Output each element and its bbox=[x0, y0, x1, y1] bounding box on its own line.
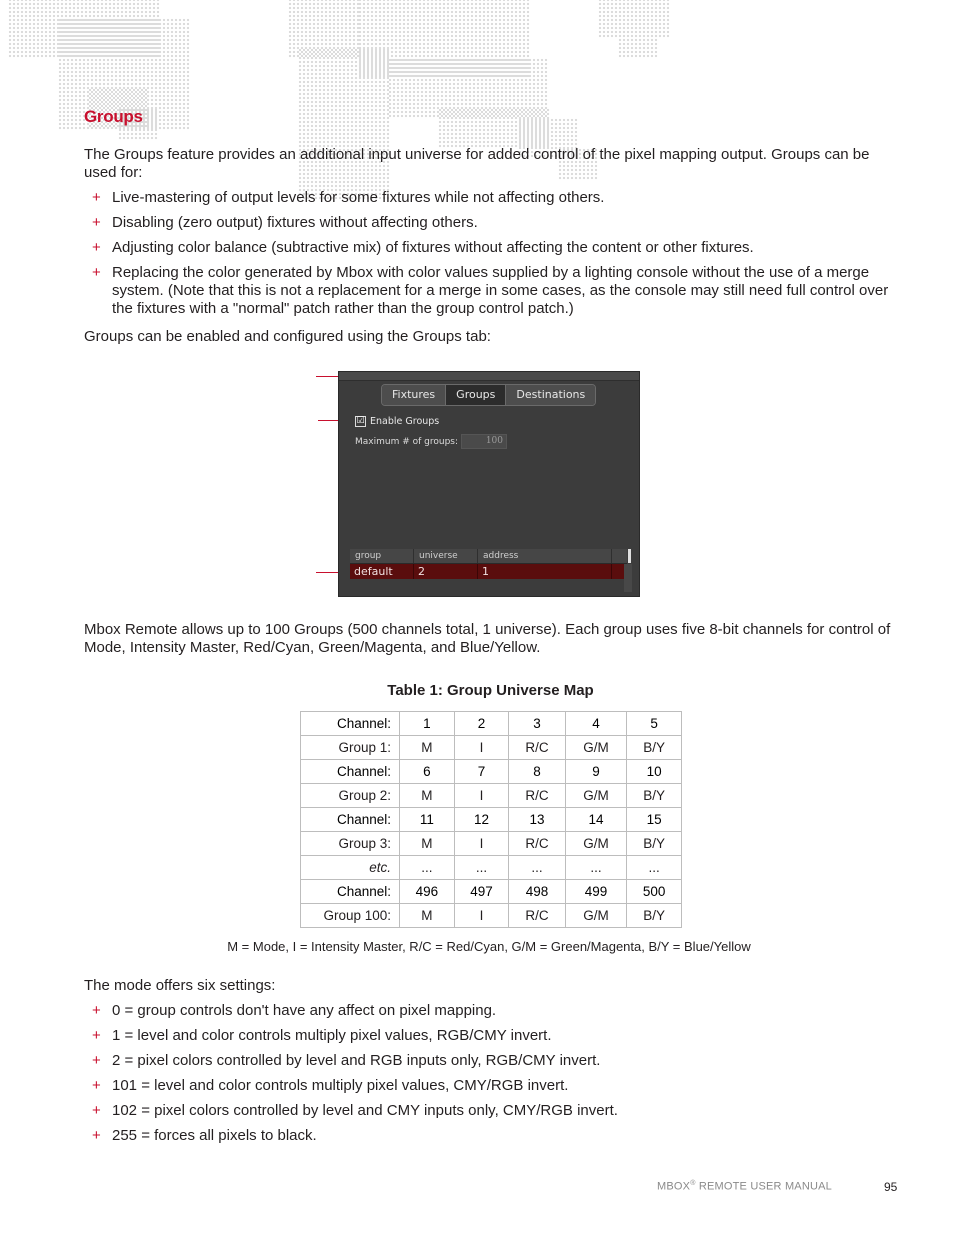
cell-group[interactable]: default bbox=[350, 564, 414, 579]
table-cell: G/M bbox=[565, 736, 627, 760]
table-cell: 15 bbox=[627, 808, 682, 832]
table-cell: I bbox=[454, 832, 509, 856]
table-cell: I bbox=[454, 784, 509, 808]
table-cell: M bbox=[400, 904, 455, 928]
enable-groups-label: Enable Groups bbox=[370, 416, 440, 427]
table-cell: 6 bbox=[400, 760, 455, 784]
scrollbar-thumb[interactable] bbox=[628, 549, 631, 563]
table-cell: G/M bbox=[565, 832, 627, 856]
list-item: + 255 = forces all pixels to black. bbox=[92, 1127, 317, 1144]
table-cell: M bbox=[400, 832, 455, 856]
table-cell: 11 bbox=[400, 808, 455, 832]
mode-intro: The mode offers six settings: bbox=[84, 977, 276, 994]
table-legend: M = Mode, I = Intensity Master, R/C = Red/Cyan, G/M = Green/Magenta, B/Y = Blue/Yellow bbox=[227, 939, 751, 954]
max-groups-input[interactable]: 100 bbox=[461, 434, 507, 449]
modes-list bbox=[84, 1002, 894, 1152]
table-cell: R/C bbox=[509, 736, 565, 760]
row-label: Channel: bbox=[301, 880, 400, 904]
list-item: + Replacing the color generated by Mbox with color values supplied by a lighting console without the use of a merge system. (Note that this is not a replacement for a merge in some cases, as the console may still need full control over the fixtures with a "normal" patch rather than the group control patch.) bbox=[92, 264, 889, 317]
tab-bar bbox=[381, 384, 596, 406]
cell-universe[interactable]: 2 bbox=[414, 564, 478, 579]
groups-grid bbox=[350, 549, 627, 579]
table-cell: I bbox=[454, 904, 509, 928]
row-label: Group 100: bbox=[301, 904, 400, 928]
table-cell: 2 bbox=[454, 712, 509, 736]
table-cell: ... bbox=[454, 856, 509, 880]
row-label: Channel: bbox=[301, 760, 400, 784]
table-cell: B/Y bbox=[627, 832, 682, 856]
plus-icon: + bbox=[92, 1077, 101, 1094]
table-cell: 5 bbox=[627, 712, 682, 736]
table-cell: R/C bbox=[509, 784, 565, 808]
table-cell: 498 bbox=[509, 880, 565, 904]
table-cell: R/C bbox=[509, 832, 565, 856]
table-row bbox=[301, 736, 682, 760]
table-cell: 497 bbox=[454, 880, 509, 904]
table-cell: 8 bbox=[509, 760, 565, 784]
plus-icon: + bbox=[92, 214, 101, 231]
table-cell: ... bbox=[400, 856, 455, 880]
table-cell: B/Y bbox=[627, 904, 682, 928]
table-cell: 7 bbox=[454, 760, 509, 784]
plus-icon: + bbox=[92, 1002, 101, 1019]
checkbox-icon[interactable]: ☑ bbox=[356, 416, 365, 426]
table-cell: M bbox=[400, 736, 455, 760]
list-item: + 1 = level and color controls multiply pixel values, RGB/CMY invert. bbox=[92, 1027, 552, 1044]
scrollbar-track[interactable] bbox=[624, 564, 632, 592]
row-label: Channel: bbox=[301, 712, 400, 736]
table-cell: 3 bbox=[509, 712, 565, 736]
list-item: + Adjusting color balance (subtractive mix) of fixtures without affecting the content or other fixtures. bbox=[92, 239, 754, 256]
list-item: + Live-mastering of output levels for some fixtures while not affecting others. bbox=[92, 189, 605, 206]
row-label: Channel: bbox=[301, 808, 400, 832]
plus-icon: + bbox=[92, 1127, 101, 1144]
row-label: Group 2: bbox=[301, 784, 400, 808]
table-row[interactable] bbox=[350, 564, 627, 579]
list-item: + Disabling (zero output) fixtures without affecting others. bbox=[92, 214, 478, 231]
tab-groups[interactable]: Groups bbox=[446, 385, 506, 405]
table-caption: Table 1: Group Universe Map bbox=[387, 682, 594, 699]
intro-paragraph: The Groups feature provides an additional input universe for added control of the pixel mapping output. Groups can be used for: bbox=[84, 146, 870, 181]
enable-paragraph: Groups can be enabled and configured using the Groups tab: bbox=[84, 328, 491, 345]
table-row bbox=[301, 712, 682, 736]
table-cell: ... bbox=[627, 856, 682, 880]
table-row bbox=[301, 832, 682, 856]
table-cell: 496 bbox=[400, 880, 455, 904]
capacity-paragraph: Mbox Remote allows up to 100 Groups (500 channels total, 1 universe). Each group uses five 8-bit channels for control of Mode, Intensity Master, Red/Cyan, Green/Magenta, and Blue/Yellow. bbox=[84, 621, 891, 656]
table-cell: R/C bbox=[509, 904, 565, 928]
table-cell: 500 bbox=[627, 880, 682, 904]
list-item: + 102 = pixel colors controlled by level and CMY inputs only, CMY/RGB invert. bbox=[92, 1102, 618, 1119]
cell-address[interactable]: 1 bbox=[478, 564, 612, 579]
table-cell: G/M bbox=[565, 904, 627, 928]
table-cell: ... bbox=[509, 856, 565, 880]
footer-manual-title: MBOX® REMOTE USER MANUAL bbox=[657, 1180, 832, 1193]
table-cell: 9 bbox=[565, 760, 627, 784]
table-row bbox=[301, 808, 682, 832]
table-cell: I bbox=[454, 736, 509, 760]
table-cell: 13 bbox=[509, 808, 565, 832]
group-universe-table bbox=[300, 711, 682, 928]
table-cell: M bbox=[400, 784, 455, 808]
plus-icon: + bbox=[92, 1102, 101, 1119]
plus-icon: + bbox=[92, 1052, 101, 1069]
list-item: + 2 = pixel colors controlled by level and RGB inputs only, RGB/CMY invert. bbox=[92, 1052, 601, 1069]
grid-header bbox=[350, 549, 627, 564]
plus-icon: + bbox=[92, 1027, 101, 1044]
table-cell: 12 bbox=[454, 808, 509, 832]
table-row bbox=[301, 856, 682, 880]
page-number: 95 bbox=[884, 1180, 898, 1194]
table-cell: 1 bbox=[400, 712, 455, 736]
column-header-group[interactable]: group bbox=[350, 549, 414, 563]
column-header-universe[interactable]: universe bbox=[414, 549, 478, 563]
groups-tab-screenshot bbox=[338, 371, 640, 597]
table-cell: ... bbox=[565, 856, 627, 880]
table-cell: 10 bbox=[627, 760, 682, 784]
table-cell: B/Y bbox=[627, 736, 682, 760]
table-row bbox=[301, 760, 682, 784]
table-cell: G/M bbox=[565, 784, 627, 808]
table-cell: 499 bbox=[565, 880, 627, 904]
table-cell: 4 bbox=[565, 712, 627, 736]
row-label: etc. bbox=[301, 856, 400, 880]
tab-destinations[interactable]: Destinations bbox=[506, 385, 595, 405]
plus-icon: + bbox=[92, 264, 101, 281]
table-cell: 14 bbox=[565, 808, 627, 832]
max-groups-label: Maximum # of groups: bbox=[355, 437, 459, 447]
row-label: Group 3: bbox=[301, 832, 400, 856]
section-title: Groups bbox=[84, 107, 143, 126]
plus-icon: + bbox=[92, 189, 101, 206]
list-item: + 101 = level and color controls multiply pixel values, CMY/RGB invert. bbox=[92, 1077, 569, 1094]
list-item: + 0 = group controls don't have any affect on pixel mapping. bbox=[92, 1002, 497, 1019]
row-label: Group 1: bbox=[301, 736, 400, 760]
enable-groups-row[interactable] bbox=[355, 416, 439, 427]
uses-list bbox=[84, 189, 894, 325]
table-cell: B/Y bbox=[627, 784, 682, 808]
plus-icon: + bbox=[92, 239, 101, 256]
column-header-address[interactable]: address bbox=[478, 549, 612, 563]
table-row bbox=[301, 904, 682, 928]
tab-fixtures[interactable]: Fixtures bbox=[382, 385, 446, 405]
table-row bbox=[301, 784, 682, 808]
panel-top-bar bbox=[339, 372, 639, 381]
table-row bbox=[301, 880, 682, 904]
